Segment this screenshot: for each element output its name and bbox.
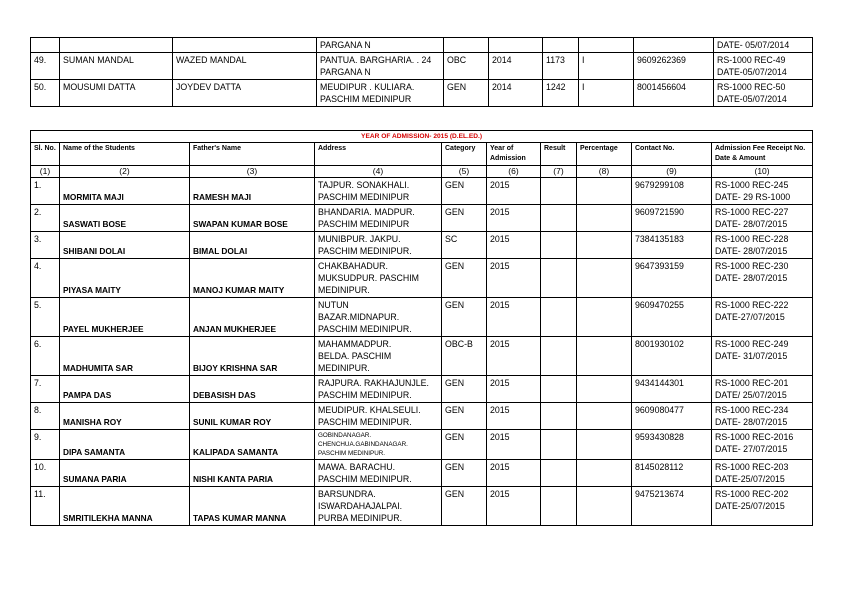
table-row [31, 80, 813, 107]
cell-line: DATE- 28/07/2015 [715, 417, 788, 427]
category-cell: GEN [442, 178, 487, 205]
table-row [31, 178, 813, 205]
table-row [31, 259, 813, 298]
contact-cell: 9609470255 [632, 298, 712, 337]
result-cell [541, 403, 577, 430]
result-cell [541, 460, 577, 487]
receipt-cell [712, 487, 813, 526]
header-category: Category [442, 143, 487, 166]
cell-line: PASCHIM MEDINIPUR [320, 94, 412, 104]
address-cell [317, 53, 444, 80]
contact-cell: 7384135183 [632, 232, 712, 259]
cell-line: CHAKBAHADUR. [318, 261, 388, 271]
percentage-cell [577, 430, 632, 460]
cell-line: DATE-25/07/2015 [715, 474, 785, 484]
category-cell [444, 38, 489, 53]
father-name-cell: MANOJ KUMAR MAITY [190, 259, 315, 298]
table-row [31, 205, 813, 232]
contact-cell: 9475213674 [632, 487, 712, 526]
result-cell [541, 232, 577, 259]
cell-line: DATE/ 25/07/2015 [715, 390, 787, 400]
student-name-cell: PIYASA MAITY [60, 259, 190, 298]
year-cell: 2014 [489, 80, 543, 107]
contact-cell: 9593430828 [632, 430, 712, 460]
cell-line: RS-1000 REC-203 [715, 462, 789, 472]
sl-cell: 2. [31, 205, 60, 232]
address-cell [315, 487, 442, 526]
header-name: Name of the Students [60, 143, 190, 166]
cell-line: PASCHIM MEDINIPUR. [318, 417, 412, 427]
cell-line: RS-1000 REC-201 [715, 378, 789, 388]
cell-line: DATE- 28/07/2015 [715, 273, 788, 283]
result-cell: 1173 [543, 53, 579, 80]
receipt-cell [712, 178, 813, 205]
category-cell: GEN [442, 430, 487, 460]
cell-line: PANTUA. BARGHARIA. . 24 [320, 55, 432, 65]
col-number: (8) [577, 166, 632, 178]
sl-cell: 50. [31, 80, 60, 107]
year-cell: 2015 [487, 403, 541, 430]
percentage-cell [577, 460, 632, 487]
receipt-cell [712, 337, 813, 376]
cell-line: PARGANA N [320, 67, 371, 77]
header-contact: Contact No. [632, 143, 712, 166]
result-cell [541, 430, 577, 460]
cell-line: PASCHIM MEDINIPUR. [318, 450, 386, 457]
percentage-cell: I [579, 53, 634, 80]
category-cell: GEN [442, 403, 487, 430]
sl-cell [31, 38, 60, 53]
cell-line: DATE- 28/07/2015 [715, 246, 788, 256]
address-cell [315, 259, 442, 298]
student-name-cell: MADHUMITA SAR [60, 337, 190, 376]
receipt-cell [712, 460, 813, 487]
address-cell [315, 403, 442, 430]
sl-cell: 7. [31, 376, 60, 403]
table-row [31, 376, 813, 403]
category-cell: GEN [442, 259, 487, 298]
cell-line: BELDA. PASCHIM [318, 351, 392, 361]
student-name-cell: SUMANA PARIA [60, 460, 190, 487]
address-cell [315, 337, 442, 376]
cell-line: RS-1000 REC-230 [715, 261, 789, 271]
col-number: (3) [190, 166, 315, 178]
cell-line: MEUDIPUR . KULIARA. [320, 82, 415, 92]
table-row [31, 403, 813, 430]
result-cell [541, 487, 577, 526]
sl-cell: 49. [31, 53, 60, 80]
address-cell [315, 178, 442, 205]
header-receipt: Admission Fee Receipt No. Date & Amount [712, 143, 813, 166]
cell-line: MUNIBPUR. JAKPU. [318, 234, 401, 244]
year-cell: 2015 [487, 487, 541, 526]
category-cell: GEN [444, 80, 489, 107]
col-number: (1) [31, 166, 60, 178]
header-row [31, 143, 813, 166]
cell-line: TAJPUR. SONAKHALI. [318, 180, 410, 190]
cell-line: RS-1000 REC-50 [717, 82, 786, 92]
cell-line: DATE-25/07/2015 [715, 501, 785, 511]
student-name-cell [60, 38, 173, 53]
father-name-cell: BIMAL DOLAI [190, 232, 315, 259]
table-row [31, 487, 813, 526]
year-cell: 2015 [487, 337, 541, 376]
result-cell [541, 178, 577, 205]
percentage-cell [577, 376, 632, 403]
header-percentage: Percentage [577, 143, 632, 166]
category-cell: GEN [442, 205, 487, 232]
cell-line: RS-1000 REC-222 [715, 300, 789, 310]
result-cell [541, 259, 577, 298]
cell-line: PARGANA N [320, 40, 371, 50]
receipt-cell [714, 53, 813, 80]
sl-cell: 5. [31, 298, 60, 337]
cell-line: DATE- 27/07/2015 [715, 444, 788, 454]
year-cell: 2015 [487, 259, 541, 298]
sl-cell: 6. [31, 337, 60, 376]
table-row [31, 337, 813, 376]
category-cell: GEN [442, 460, 487, 487]
cell-line: MEUDIPUR. KHALSEULI. [318, 405, 421, 415]
receipt-cell [712, 430, 813, 460]
father-name-cell [173, 38, 317, 53]
cell-line: PASCHIM MEDINIPUR. [318, 324, 412, 334]
receipt-cell [712, 403, 813, 430]
percentage-cell [577, 232, 632, 259]
contact-cell: 9434144301 [632, 376, 712, 403]
cell-line: RS-1000 REC-227 [715, 207, 789, 217]
address-cell [315, 460, 442, 487]
col-number: (4) [315, 166, 442, 178]
receipt-cell [712, 205, 813, 232]
col-number: (10) [712, 166, 813, 178]
category-cell: GEN [442, 298, 487, 337]
year-cell: 2015 [487, 205, 541, 232]
contact-cell: 8001930102 [632, 337, 712, 376]
table-row [31, 38, 813, 53]
address-cell [315, 232, 442, 259]
address-cell [315, 430, 442, 460]
student-name-cell: MOUSUMI DATTA [60, 80, 173, 107]
father-name-cell: NISHI KANTA PARIA [190, 460, 315, 487]
table-row [31, 430, 813, 460]
cell-line: DATE- 28/07/2015 [715, 219, 788, 229]
percentage-cell: I [579, 80, 634, 107]
result-cell [541, 337, 577, 376]
result-cell [541, 298, 577, 337]
cell-line: NUTUN [318, 300, 349, 310]
cell-line: BARSUNDRA. [318, 489, 376, 499]
cell-line: DATE- 05/07/2014 [717, 40, 790, 50]
father-name-cell: WAZED MANDAL [173, 53, 317, 80]
cell-line: MAHAMMADPUR. [318, 339, 392, 349]
percentage-cell [577, 178, 632, 205]
cell-line: MAWA. BARACHU. [318, 462, 396, 472]
cell-line: MEDINIPUR. [318, 363, 370, 373]
result-cell: 1242 [543, 80, 579, 107]
category-cell: OBC-B [442, 337, 487, 376]
contact-cell: 9609721590 [632, 205, 712, 232]
table-title: YEAR OF ADMISSION- 2015 (D.EL.ED.) [31, 131, 813, 143]
cell-line: PURBA MEDINIPUR. [318, 513, 403, 523]
percentage-cell [579, 38, 634, 53]
header-father: Father's Name [190, 143, 315, 166]
cell-line: RAJPURA. RAKHAJUNJLE. [318, 378, 429, 388]
header-address: Address [315, 143, 442, 166]
father-name-cell: SUNIL KUMAR ROY [190, 403, 315, 430]
student-name-cell: MANISHA ROY [60, 403, 190, 430]
cell-line: RS-1000 REC-249 [715, 339, 789, 349]
table-row [31, 460, 813, 487]
address-cell [317, 38, 444, 53]
category-cell: GEN [442, 487, 487, 526]
father-name-cell: BIJOY KRISHNA SAR [190, 337, 315, 376]
year-cell: 2015 [487, 460, 541, 487]
cell-line: MEDINIPUR. [318, 285, 370, 295]
contact-cell: 8001456604 [634, 80, 714, 107]
previous-page-table [30, 37, 813, 107]
col-number: (6) [487, 166, 541, 178]
table-row [31, 232, 813, 259]
column-number-row [31, 166, 813, 178]
header-sl: Sl. No. [31, 143, 60, 166]
cell-line: RS-1000 REC-245 [715, 180, 789, 190]
cell-line: DATE- 31/07/2015 [715, 351, 788, 361]
result-cell [541, 376, 577, 403]
result-cell [543, 38, 579, 53]
year-cell: 2015 [487, 376, 541, 403]
year-cell: 2015 [487, 298, 541, 337]
cell-line: DATE- 29 RS-1000 [715, 192, 791, 202]
col-number: (7) [541, 166, 577, 178]
percentage-cell [577, 259, 632, 298]
admission-2015-table [30, 130, 813, 526]
cell-line: ISWARDAHAJALPAI. [318, 501, 403, 511]
category-cell: GEN [442, 376, 487, 403]
receipt-cell [712, 232, 813, 259]
student-name-cell: SASWATI BOSE [60, 205, 190, 232]
receipt-cell [714, 38, 813, 53]
contact-cell: 9609080477 [632, 403, 712, 430]
cell-line: BAZAR.MIDNAPUR. [318, 312, 400, 322]
percentage-cell [577, 487, 632, 526]
cell-line: CHENCHUA.GABINDANAGAR. [318, 441, 408, 448]
father-name-cell: DEBASISH DAS [190, 376, 315, 403]
student-name-cell: PAMPA DAS [60, 376, 190, 403]
student-name-cell: PAYEL MUKHERJEE [60, 298, 190, 337]
col-number: (5) [442, 166, 487, 178]
father-name-cell: ANJAN MUKHERJEE [190, 298, 315, 337]
cell-line: RS-1000 REC-2016 [715, 432, 794, 442]
address-cell [317, 80, 444, 107]
father-name-cell: SWAPAN KUMAR BOSE [190, 205, 315, 232]
address-cell [315, 205, 442, 232]
student-name-cell: SHIBANI DOLAI [60, 232, 190, 259]
year-cell: 2015 [487, 430, 541, 460]
col-number: (2) [60, 166, 190, 178]
father-name-cell: KALIPADA SAMANTA [190, 430, 315, 460]
sl-cell: 8. [31, 403, 60, 430]
receipt-cell [712, 259, 813, 298]
cell-line: PASCHIM MEDINIPUR. [318, 246, 412, 256]
percentage-cell [577, 337, 632, 376]
contact-cell: 9647393159 [632, 259, 712, 298]
student-name-cell: DIPA SAMANTA [60, 430, 190, 460]
contact-cell [634, 38, 714, 53]
sl-cell: 4. [31, 259, 60, 298]
cell-line: PASCHIM MEDINIPUR. [318, 390, 412, 400]
cell-line: MUKSUDPUR. PASCHIM [318, 273, 420, 283]
sl-cell: 1. [31, 178, 60, 205]
father-name-cell: TAPAS KUMAR MANNA [190, 487, 315, 526]
cell-line: RS-1000 REC-202 [715, 489, 789, 499]
cell-line: PASCHIM MEDINIPUR [318, 219, 410, 229]
cell-line: DATE-05/07/2014 [717, 94, 787, 104]
category-cell: OBC [444, 53, 489, 80]
sl-cell: 3. [31, 232, 60, 259]
percentage-cell [577, 298, 632, 337]
receipt-cell [712, 298, 813, 337]
student-name-cell: MORMITA MAJI [60, 178, 190, 205]
address-cell [315, 376, 442, 403]
student-name-cell: SUMAN MANDAL [60, 53, 173, 80]
father-name-cell: RAMESH MAJI [190, 178, 315, 205]
cell-line: RS-1000 REC-228 [715, 234, 789, 244]
col-number: (9) [632, 166, 712, 178]
table-row [31, 53, 813, 80]
cell-line: GOBINDANAGAR. [318, 432, 372, 439]
address-cell [315, 298, 442, 337]
receipt-cell [714, 80, 813, 107]
student-name-cell: SMRITILEKHA MANNA [60, 487, 190, 526]
sl-cell: 10. [31, 460, 60, 487]
year-cell: 2015 [487, 232, 541, 259]
contact-cell: 9609262369 [634, 53, 714, 80]
year-cell [489, 38, 543, 53]
percentage-cell [577, 403, 632, 430]
cell-line: DATE-27/07/2015 [715, 312, 785, 322]
sl-cell: 9. [31, 430, 60, 460]
cell-line: PASCHIM MEDINIPUR [318, 192, 410, 202]
sl-cell: 11. [31, 487, 60, 526]
header-result: Result [541, 143, 577, 166]
year-cell: 2014 [489, 53, 543, 80]
table-row [31, 298, 813, 337]
father-name-cell: JOYDEV DATTA [173, 80, 317, 107]
year-cell: 2015 [487, 178, 541, 205]
cell-line: DATE-05/07/2014 [717, 67, 787, 77]
cell-line: PASCHIM MEDINIPUR. [318, 474, 412, 484]
cell-line: RS-1000 REC-234 [715, 405, 789, 415]
category-cell: SC [442, 232, 487, 259]
header-year: Year of Admission [487, 143, 541, 166]
cell-line: BHANDARIA. MADPUR. [318, 207, 415, 217]
percentage-cell [577, 205, 632, 232]
receipt-cell [712, 376, 813, 403]
contact-cell: 8145028112 [632, 460, 712, 487]
contact-cell: 9679299108 [632, 178, 712, 205]
result-cell [541, 205, 577, 232]
cell-line: RS-1000 REC-49 [717, 55, 786, 65]
